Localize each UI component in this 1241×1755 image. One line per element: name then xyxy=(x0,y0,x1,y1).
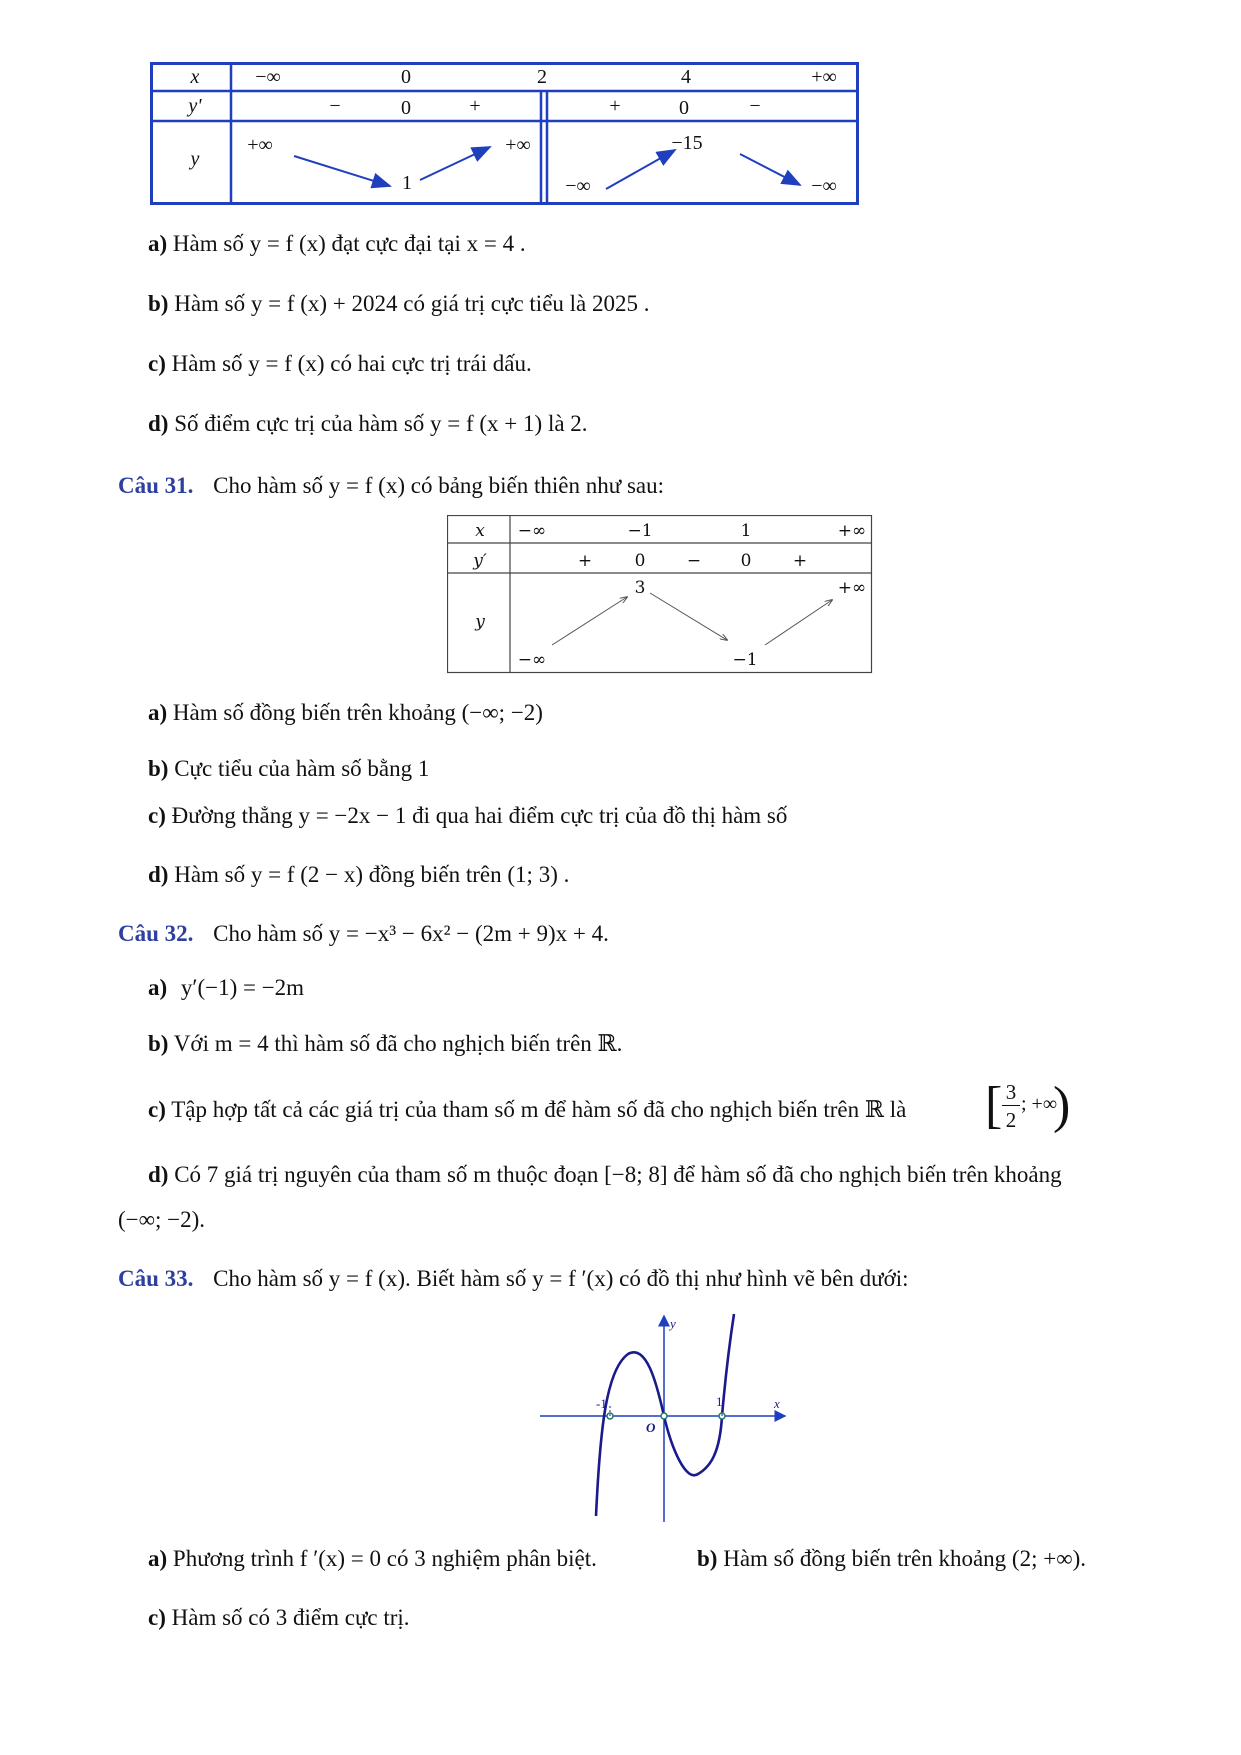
option-label: a) xyxy=(148,1546,168,1571)
q32-option-a xyxy=(148,974,304,1002)
graph-tick-neg: -1 xyxy=(596,1396,607,1411)
t2-x-0: −∞ xyxy=(517,521,547,541)
t1-yp-5: − xyxy=(749,95,761,117)
option-label: a) xyxy=(148,700,168,725)
option-label: c) xyxy=(148,1097,166,1122)
option-text: Số điểm cực trị của hàm số y = f (x + 1) là 2. xyxy=(174,411,588,436)
question-number: Câu 33. xyxy=(118,1266,194,1291)
fraction-bar xyxy=(1002,1105,1020,1106)
option-text: Hàm số y = f (x) có hai cực trị trái dấu. xyxy=(171,351,532,376)
option-label: a) xyxy=(148,231,168,256)
q32-header xyxy=(118,920,609,948)
q33-header xyxy=(118,1265,909,1293)
option-text: Có 7 giá trị nguyên của tham số m thuộc đoạn [−8; 8] để hàm số đã cho nghịch biến trên khoảng xyxy=(174,1162,1062,1187)
fraction-numerator: 3 xyxy=(1005,1080,1017,1104)
question-intro: Cho hàm số y = f (x). Biết hàm số y = f ′(x) có đồ thị như hình vẽ bên dưới: xyxy=(213,1266,909,1291)
t2-yp-4: + xyxy=(792,551,808,571)
option-text: Phương trình f ′(x) = 0 có 3 nghiệm phân biệt. xyxy=(172,1546,597,1571)
q33-option-a xyxy=(148,1545,597,1573)
t1-y-label: y xyxy=(190,148,200,170)
question-intro: Cho hàm số y = −x³ − 6x² − (2m + 9)x + 4. xyxy=(213,921,609,946)
t1-yp-2: + xyxy=(469,95,481,117)
option-label: b) xyxy=(697,1546,718,1571)
t1-y-min: 1 xyxy=(402,172,412,194)
t2-y-bottom-left: −∞ xyxy=(517,650,547,670)
option-label: b) xyxy=(148,756,169,781)
q32-option-d-cont: (−∞; −2). xyxy=(118,1207,206,1232)
option-text: Hàm số đồng biến trên khoảng (2; +∞). xyxy=(723,1546,1087,1571)
option-label: b) xyxy=(148,1031,169,1056)
graph-origin-label: O xyxy=(646,1420,656,1435)
option-label: b) xyxy=(148,291,169,316)
q30-option-b xyxy=(148,290,650,318)
question-number: Câu 31. xyxy=(118,473,194,498)
q31-option-d xyxy=(148,861,569,889)
q30-option-c xyxy=(148,350,532,378)
t2-x-2: 1 xyxy=(740,521,752,541)
option-text: Cực tiểu của hàm số bằng 1 xyxy=(174,756,430,781)
option-text: Tập hợp tất cả các giá trị của tham số m để hàm số đã cho nghịch biến trên ℝ là xyxy=(171,1097,907,1122)
left-bracket: [ xyxy=(985,1077,1003,1134)
option-text: Hàm số có 3 điểm cực trị. xyxy=(171,1605,410,1630)
option-label: a) xyxy=(148,975,168,1000)
graph-svg xyxy=(540,1310,790,1525)
option-text: Hàm số y = f (x) + 2024 có giá trị cực tiểu là 2025 . xyxy=(174,291,650,316)
t2-y-max: 3 xyxy=(634,578,646,598)
t1-y-bottom-mid: −∞ xyxy=(565,175,591,197)
t2-x-1: −1 xyxy=(627,521,653,541)
graph-tick-pos: 1 xyxy=(716,1394,723,1409)
graph-x-label: x xyxy=(774,1396,780,1411)
t2-x-label: x xyxy=(475,521,485,541)
option-text: Với m = 4 thì hàm số đã cho nghịch biến trên ℝ. xyxy=(173,1031,623,1056)
t2-yp-0: + xyxy=(577,551,593,571)
t2-yp-2: − xyxy=(686,551,702,571)
option-label: c) xyxy=(148,1605,166,1630)
t2-x-3: +∞ xyxy=(837,521,867,541)
table-2-grid xyxy=(447,515,873,675)
q31-option-b xyxy=(148,755,429,783)
t1-yp-0: − xyxy=(329,95,341,117)
t1-x-label: x xyxy=(190,66,200,88)
option-label: c) xyxy=(148,351,166,376)
option-text: Hàm số y = f (x) đạt cực đại tại x = 4 . xyxy=(172,231,526,256)
t1-x-0: −∞ xyxy=(255,66,281,88)
t1-y-top-left: +∞ xyxy=(247,134,273,156)
q32-option-d xyxy=(148,1161,1178,1189)
t1-x-2: 2 xyxy=(537,66,547,88)
t2-yp-1: 0 xyxy=(634,551,646,571)
t1-yp-4: 0 xyxy=(679,97,689,119)
option-text: Hàm số đồng biến trên khoảng (−∞; −2) xyxy=(172,700,543,725)
t1-x-1: 0 xyxy=(401,66,411,88)
q32-option-b xyxy=(148,1030,622,1058)
q33-option-c xyxy=(148,1604,410,1632)
t1-y-bottom-right: −∞ xyxy=(811,175,837,197)
t1-yp-3: + xyxy=(609,95,621,117)
question-intro: Cho hàm số y = f (x) có bảng biến thiên như sau: xyxy=(213,473,665,498)
q32-c-interval xyxy=(985,1077,1071,1136)
interval-tail: ; +∞ xyxy=(1021,1093,1058,1115)
option-label: d) xyxy=(148,862,169,887)
q31-header xyxy=(118,472,664,500)
option-label: d) xyxy=(148,1162,169,1187)
t1-y-max: −15 xyxy=(671,132,703,154)
option-text: Đường thẳng y = −2x − 1 đi qua hai điểm cực trị của đồ thị hàm số xyxy=(171,803,788,828)
q33-option-b xyxy=(697,1545,1086,1573)
t2-y-label: y xyxy=(475,612,485,632)
option-text: Hàm số y = f (2 − x) đồng biến trên (1; 3) . xyxy=(174,862,570,887)
t1-y-top-mid: +∞ xyxy=(505,134,531,156)
t2-yp-label: y′ xyxy=(473,551,487,571)
t2-y-min: −1 xyxy=(732,650,758,670)
fraction-denominator: 2 xyxy=(1005,1108,1017,1132)
t1-yp-1: 0 xyxy=(401,97,411,119)
root-zero xyxy=(661,1413,667,1419)
t2-y-top-right: +∞ xyxy=(837,578,867,598)
q30-option-a xyxy=(148,230,526,258)
option-text: y′(−1) = −2m xyxy=(180,975,305,1000)
derivative-graph xyxy=(540,1310,790,1525)
right-bracket: ) xyxy=(1053,1077,1071,1134)
graph-y-label: y xyxy=(670,1316,676,1331)
option-label: c) xyxy=(148,803,166,828)
option-label: d) xyxy=(148,411,169,436)
q31-option-a xyxy=(148,699,543,727)
question-number: Câu 32. xyxy=(118,921,194,946)
q30-option-d xyxy=(148,410,588,438)
t1-yp-label: y' xyxy=(188,95,202,117)
q32-option-c xyxy=(148,1096,906,1124)
t1-x-4: +∞ xyxy=(811,66,837,88)
q31-option-c xyxy=(148,802,787,830)
t2-yp-3: 0 xyxy=(740,551,752,571)
t1-x-3: 4 xyxy=(681,66,691,88)
